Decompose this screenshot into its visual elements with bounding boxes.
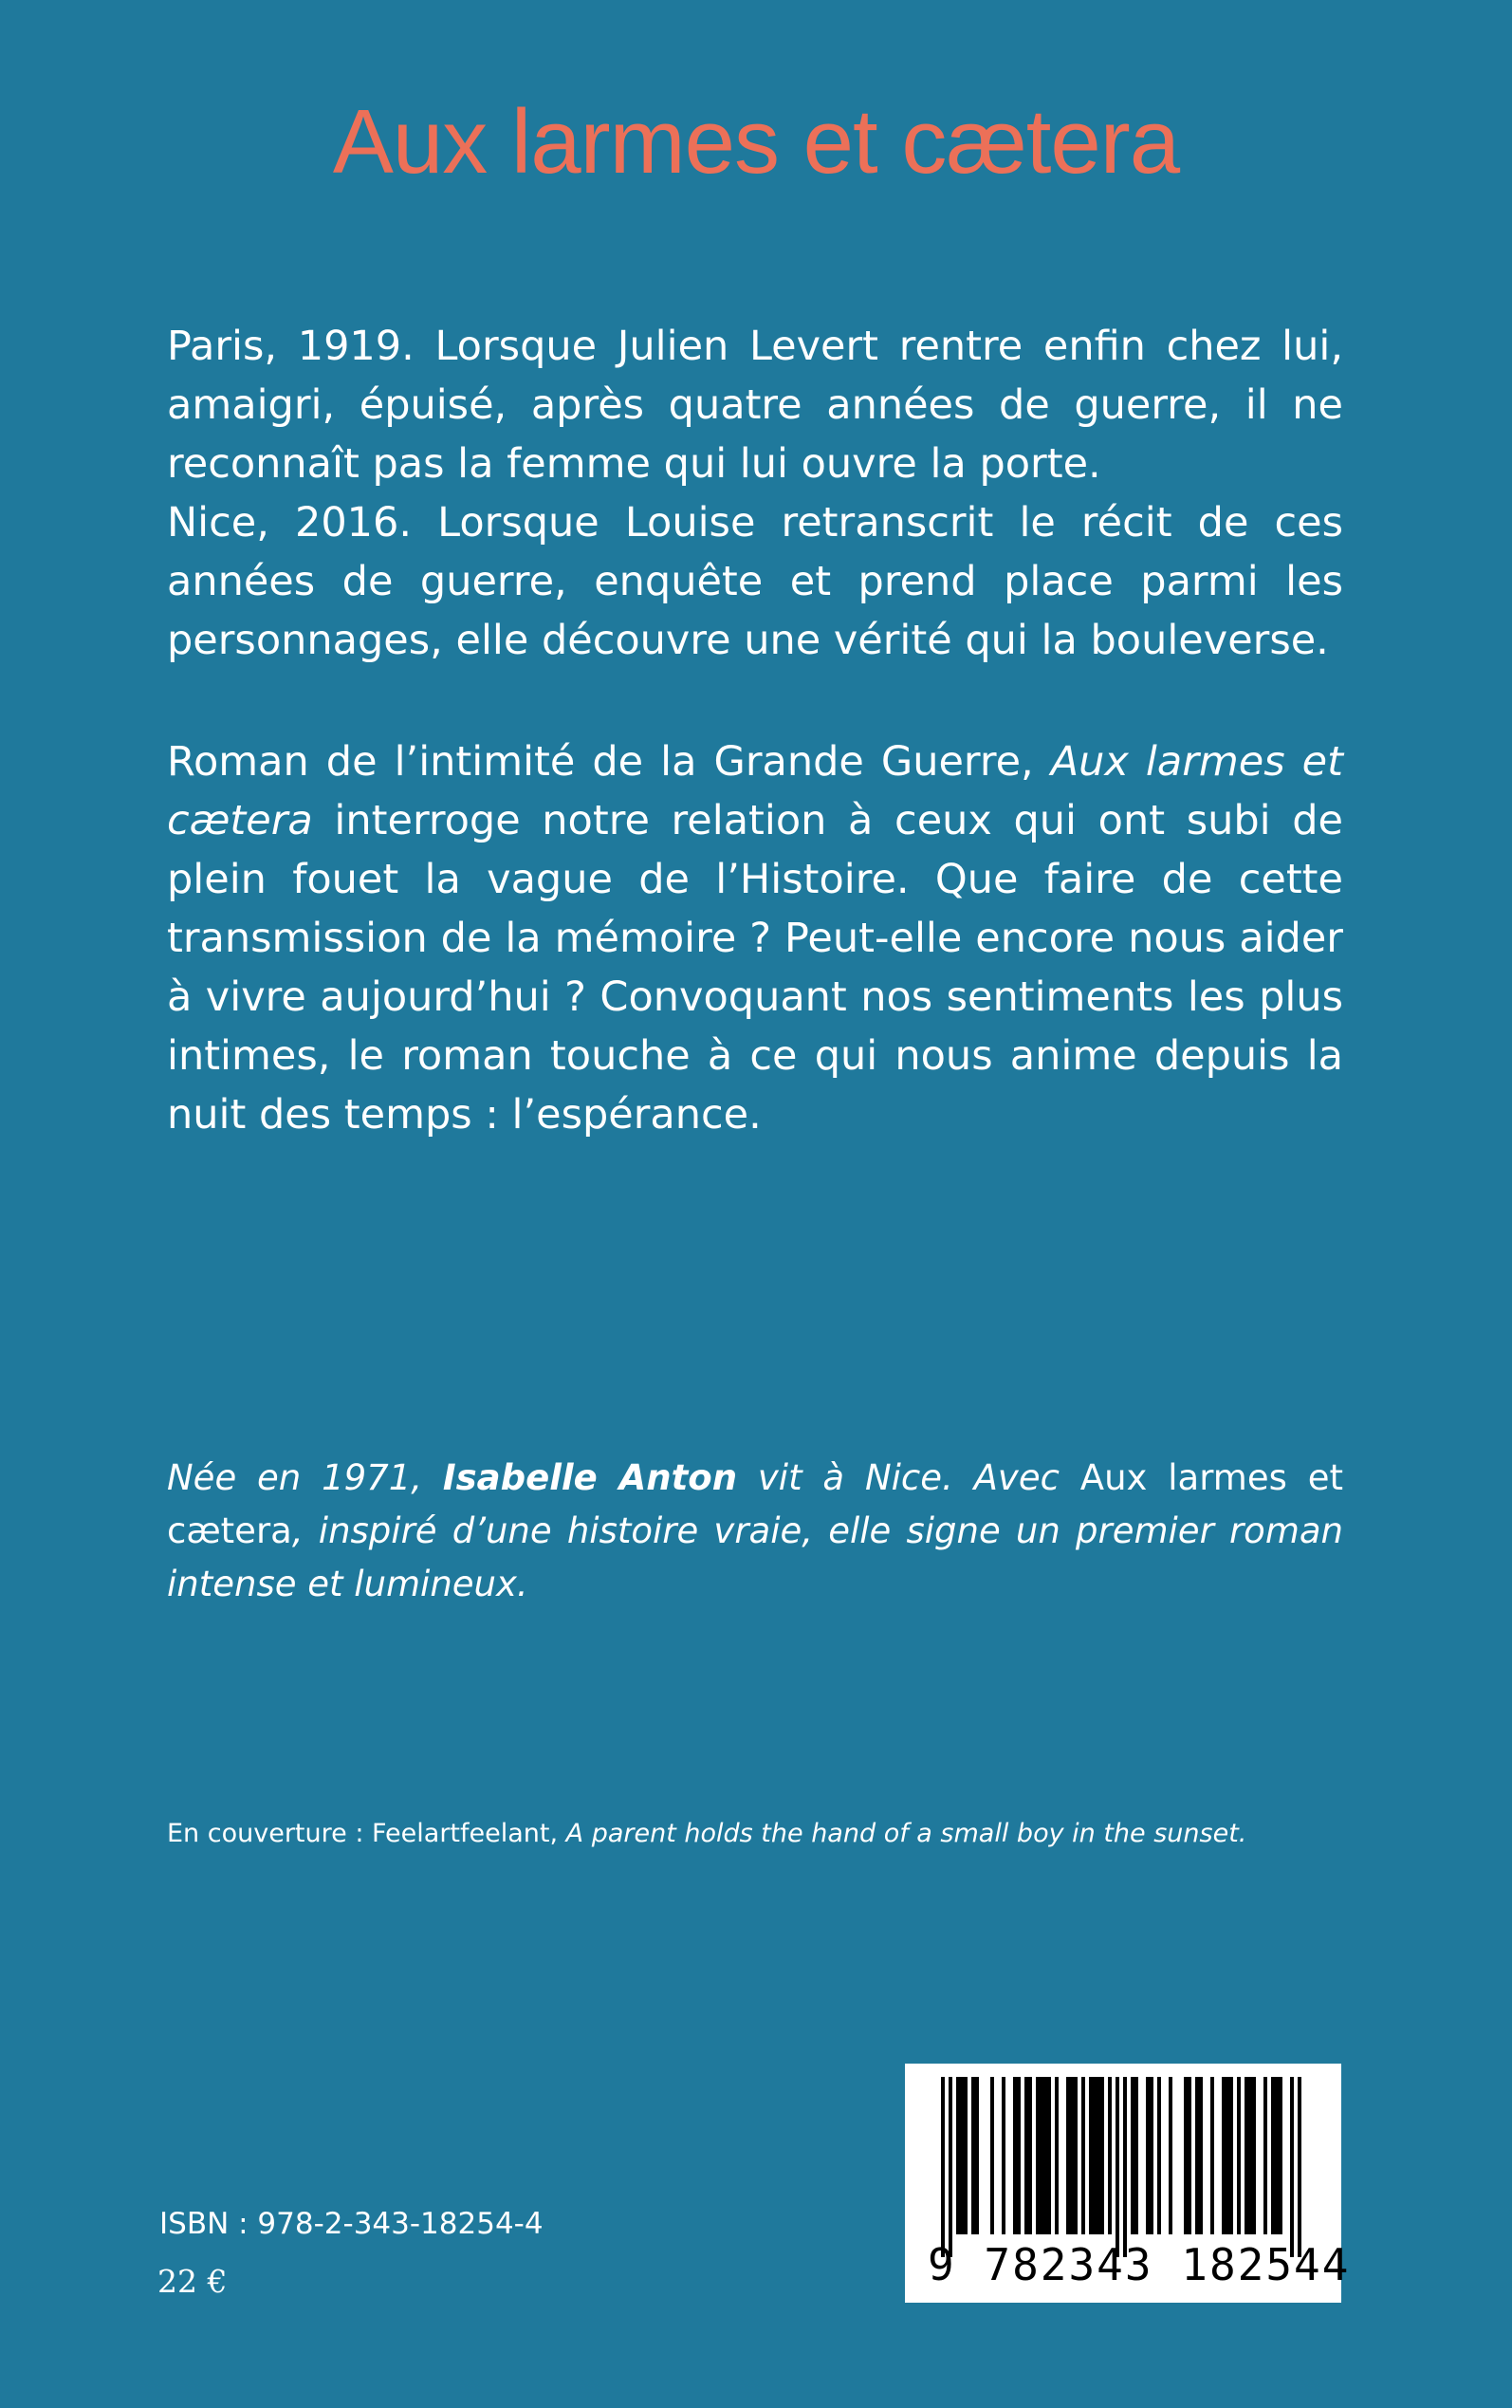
barcode-bar <box>1036 2077 1040 2234</box>
barcode-bar <box>1070 2077 1074 2234</box>
theme-text <box>167 732 1343 1144</box>
book-title: Aux larmes et cætera <box>332 91 1180 193</box>
barcode-bar <box>1195 2077 1199 2234</box>
barcode-bar <box>1028 2077 1032 2234</box>
barcode-bar <box>1210 2077 1214 2234</box>
synopsis-paris: Paris, 1919. Lorsque Julien Levert rentre enfin chez lui, amaigri, épuisé, après quatre années de guerre, il ne reconnaît pas la femme qui lui ouvre la porte. <box>167 323 1343 488</box>
bio-lives: vit à Nice. Avec <box>737 1457 1080 1498</box>
barcode-bar <box>1116 2077 1119 2257</box>
barcode-bar <box>1055 2077 1059 2234</box>
barcode-bar <box>1252 2077 1256 2234</box>
isbn: ISBN : 978-2-343-18254-4 <box>159 2207 544 2241</box>
barcode-bar <box>1081 2077 1085 2234</box>
barcode-bar <box>1150 2077 1153 2234</box>
barcode-bar <box>1290 2077 1294 2257</box>
theme-rest: interroge notre relation à ceux qui ont subi de plein fouet la vague de l’Histoire. Que faire de cette transmission de la mémoire ? Peut-elle encore nous aider à vivre aujourd’hui ? Convoquant nos sentiments les plus intimes, le roman touche à ce qui nous anime depuis la nuit des temps : l’espérance. <box>167 797 1343 1139</box>
barcode-bar <box>1024 2077 1028 2234</box>
barcode-bar <box>1271 2077 1275 2234</box>
barcode-bar <box>1123 2077 1127 2257</box>
bio-author-name: Isabelle Anton <box>442 1457 738 1498</box>
barcode-bar <box>1237 2077 1241 2234</box>
barcode-bar <box>1089 2077 1093 2234</box>
barcode-bar <box>960 2077 964 2234</box>
barcode-bar <box>1222 2077 1226 2234</box>
barcode-bar <box>1066 2077 1070 2234</box>
barcode-bar <box>1184 2077 1188 2234</box>
barcode-bar <box>1245 2077 1248 2234</box>
barcode-bar <box>1263 2077 1267 2234</box>
barcode-bar <box>956 2077 960 2234</box>
credit-work: A parent holds the hand of a small boy in the sunset. <box>565 1819 1247 1848</box>
price: 22 € <box>157 2263 228 2300</box>
barcode-bar <box>990 2077 994 2234</box>
barcode-bar <box>1074 2077 1078 2234</box>
barcode-bar <box>971 2077 975 2234</box>
barcode-bar <box>1040 2077 1043 2234</box>
synopsis-nice: Nice, 2016. Lorsque Louise retranscrit le récit de ces années de guerre, enquête et prend place parmi les personnages, elle découvre une vérité qui la bouleverse. <box>167 499 1343 664</box>
bio-book-title: Aux larmes et cætera <box>167 1457 1343 1551</box>
credit-label: En couverture : Feelartfeelant, <box>167 1819 566 1848</box>
barcode-bar <box>1298 2077 1301 2257</box>
bio-born: Née en 1971, <box>167 1457 443 1498</box>
bio-rest: , inspiré d’une histoire vraie, elle signe un premier roman intense et lumineux. <box>167 1510 1343 1604</box>
theme-intro: Roman de l’intimité de la Grande Guerre, <box>167 738 1051 786</box>
barcode-bar <box>1188 2077 1191 2234</box>
barcode-bar <box>1013 2077 1017 2234</box>
synopsis <box>167 317 1343 670</box>
barcode-bar <box>1131 2077 1134 2234</box>
author-bio <box>167 1452 1343 1611</box>
barcode-bar <box>1097 2077 1100 2234</box>
barcode-bar <box>949 2077 952 2257</box>
barcode-bar <box>1108 2077 1112 2234</box>
theme-book-title: Aux larmes et cætera <box>167 738 1343 844</box>
barcode-bar <box>1093 2077 1097 2234</box>
barcode-bar <box>1169 2077 1172 2234</box>
barcode-bar <box>1248 2077 1252 2234</box>
cover-credit <box>167 1815 1246 1853</box>
barcode-bar <box>1047 2077 1051 2234</box>
barcode-bar <box>975 2077 979 2234</box>
barcode-bar <box>1100 2077 1104 2234</box>
barcode-bar <box>964 2077 968 2234</box>
barcode-bar <box>1017 2077 1021 2234</box>
barcode-digits: 9 782343 182544 <box>928 2239 1351 2290</box>
theme-paragraph <box>167 732 1343 1144</box>
barcode-bar <box>1229 2077 1233 2234</box>
barcode-bar <box>1226 2077 1229 2234</box>
barcode-bar <box>1043 2077 1047 2234</box>
barcode-bar <box>941 2077 945 2257</box>
barcode-bar <box>1134 2077 1138 2234</box>
barcode-bar <box>1279 2077 1282 2234</box>
barcode <box>905 2064 1351 2303</box>
barcode-bar <box>1275 2077 1279 2234</box>
barcode-bar <box>1157 2077 1161 2234</box>
barcode-bar <box>1146 2077 1150 2234</box>
barcode-bar <box>1199 2077 1203 2234</box>
barcode-bar <box>1002 2077 1005 2234</box>
